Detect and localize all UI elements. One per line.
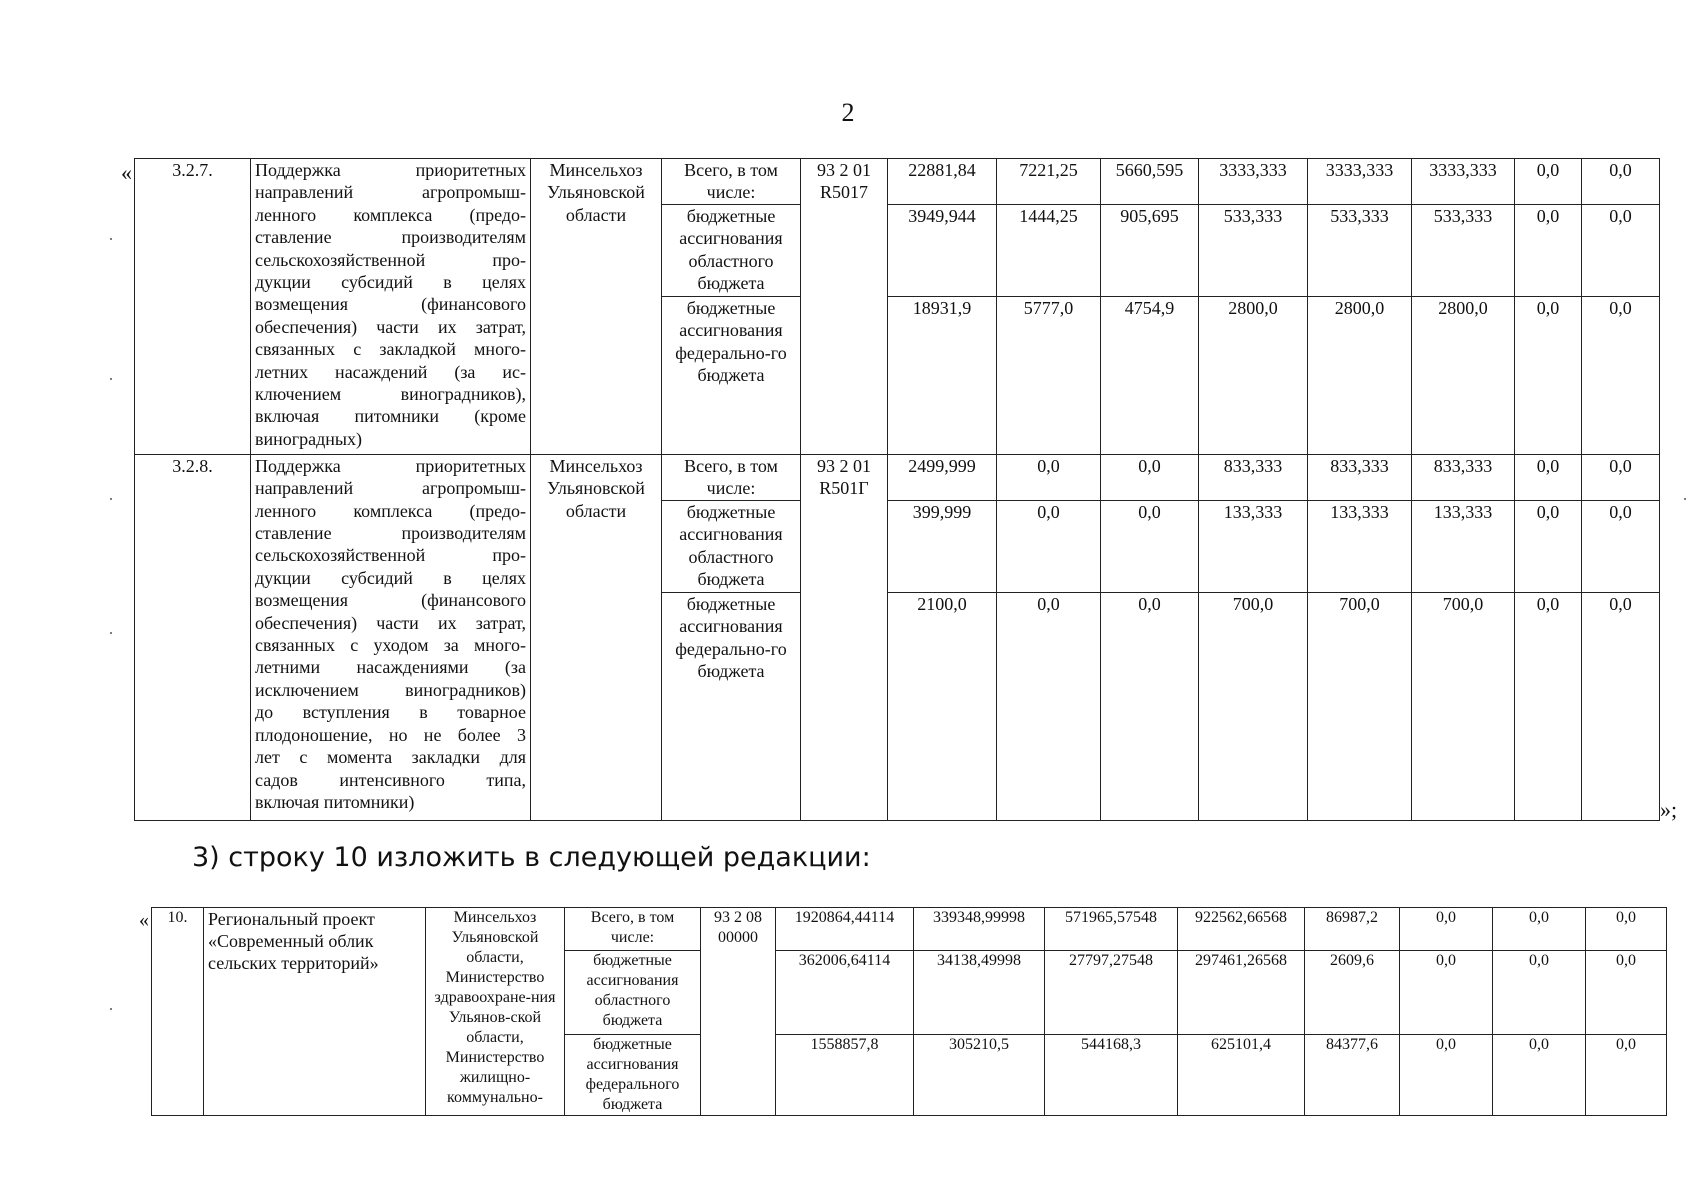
description-line: связанных с уходом за много-	[255, 635, 526, 656]
description-line: плодоношение, но не более 3	[255, 724, 526, 745]
amount-cell: 0,0	[1586, 951, 1667, 1035]
description-line: до вступления в товарное	[255, 702, 526, 723]
description-line: виноградных)	[255, 428, 363, 449]
table-row	[135, 159, 1660, 205]
amount-cell: 0,0	[1493, 951, 1586, 1035]
amount-cell: 700,0	[1308, 592, 1412, 820]
amount-cell: 7221,25	[997, 159, 1101, 205]
description-line: Поддержка приоритетных	[255, 160, 526, 180]
description-line: летних насаждений (за ис-	[255, 361, 526, 382]
amount-cell: 22881,84	[888, 159, 997, 205]
amount-cell: 905,695	[1101, 204, 1199, 296]
amount-cell: 0,0	[1515, 592, 1582, 820]
amount-cell: 18931,9	[888, 296, 997, 454]
scan-speck	[1684, 498, 1686, 500]
description-line: ключением виноградников),	[255, 384, 526, 405]
amount-cell: 0,0	[1515, 204, 1582, 296]
amount-cell: 544168,3	[1045, 1035, 1178, 1116]
amount-cell: 2609,6	[1305, 951, 1400, 1035]
amount-cell: 571965,57548	[1045, 908, 1178, 951]
amount-cell: 362006,64114	[776, 951, 914, 1035]
measure-description	[251, 454, 531, 820]
amount-cell: 833,333	[1199, 454, 1308, 500]
amount-cell: 399,999	[888, 500, 997, 592]
amount-cell: 297461,26568	[1178, 951, 1305, 1035]
description-line: дукции субсидий в целях	[255, 272, 526, 293]
executor: Минсельхоз Ульяновской области, Министерство здравоохране-ния Ульянов-ской области, Министерство жилищно-коммунально-	[426, 908, 565, 1116]
description-line: летними насаждениями (за	[255, 657, 526, 678]
funding-source: Всего, в том числе:	[662, 159, 801, 205]
row-number: 3.2.7.	[135, 159, 251, 455]
amount-cell: 0,0	[1515, 159, 1582, 205]
description-line: возмещения (финансового	[255, 294, 526, 315]
description-line: связанных с закладкой много-	[255, 339, 526, 360]
description-line: сельскохозяйственной про-	[255, 249, 526, 270]
scan-speck	[110, 632, 112, 634]
budget-code: 93 2 01 R501Г	[801, 454, 888, 820]
budget-code: 93 2 01 R5017	[801, 159, 888, 455]
closing-quote: »;	[1660, 797, 1678, 822]
amount-cell: 0,0	[1582, 204, 1660, 296]
amount-cell: 0,0	[1582, 500, 1660, 592]
amount-cell: 700,0	[1412, 592, 1515, 820]
amount-cell: 0,0	[1400, 908, 1493, 951]
amount-cell: 922562,66568	[1178, 908, 1305, 951]
budget-table-row-10	[151, 907, 1667, 1116]
amount-cell: 0,0	[1400, 1035, 1493, 1116]
description-line: садов интенсивного типа,	[255, 769, 526, 790]
amount-cell: 133,333	[1199, 500, 1308, 592]
amount-cell: 0,0	[1101, 454, 1199, 500]
amount-cell: 86987,2	[1305, 908, 1400, 951]
description-line: включая питомники (кроме	[255, 406, 526, 427]
funding-source: Всего, в том числе:	[565, 908, 701, 951]
amount-cell: 0,0	[1582, 592, 1660, 820]
amount-cell: 0,0	[1101, 500, 1199, 592]
funding-source: бюджетные ассигнования областного бюджета	[662, 500, 801, 592]
amount-cell: 0,0	[1515, 454, 1582, 500]
description-line: обеспечения) части их затрат,	[255, 612, 526, 633]
project-description: Региональный проект «Современный облик сельских территорий»	[204, 908, 426, 1116]
amount-cell: 0,0	[997, 500, 1101, 592]
description-line: исключением виноградников)	[255, 679, 526, 700]
row-number: 3.2.8.	[135, 454, 251, 820]
amount-cell: 833,333	[1308, 454, 1412, 500]
funding-source: бюджетные ассигнования областного бюджета	[662, 204, 801, 296]
amount-cell: 0,0	[1515, 500, 1582, 592]
row-number: 10.	[152, 908, 204, 1116]
description-line: направлений агропромыш-	[255, 478, 526, 499]
amount-cell: 1920864,44114	[776, 908, 914, 951]
amount-cell: 0,0	[1493, 1035, 1586, 1116]
description-line: ставление производителям	[255, 523, 526, 544]
description-line: дукции субсидий в целях	[255, 567, 526, 588]
description-line: ставление производителям	[255, 227, 526, 248]
amount-cell: 3333,333	[1308, 159, 1412, 205]
scan-speck	[110, 378, 112, 380]
amount-cell: 625101,4	[1178, 1035, 1305, 1116]
amount-cell: 3333,333	[1412, 159, 1515, 205]
funding-source: бюджетные ассигнования областного бюджета	[565, 951, 701, 1035]
amount-cell: 0,0	[1493, 908, 1586, 951]
amount-cell: 700,0	[1199, 592, 1308, 820]
scan-speck	[110, 1008, 112, 1010]
funding-source: бюджетные ассигнования федерального бюджета	[565, 1035, 701, 1116]
amount-cell: 533,333	[1412, 204, 1515, 296]
executor: Минсельхоз Ульяновской области	[531, 159, 662, 455]
amount-cell: 133,333	[1308, 500, 1412, 592]
amount-cell: 0,0	[1586, 1035, 1667, 1116]
amount-cell: 3949,944	[888, 204, 997, 296]
amount-cell: 133,333	[1412, 500, 1515, 592]
page-number: 2	[841, 98, 855, 127]
funding-source: бюджетные ассигнования федерально-го бюджета	[662, 296, 801, 454]
description-line: сельскохозяйственной про-	[255, 545, 526, 566]
amount-cell: 2800,0	[1308, 296, 1412, 454]
description-line: ленного комплекса (предо-	[255, 204, 526, 225]
amount-cell: 533,333	[1199, 204, 1308, 296]
budget-code: 93 2 08 00000	[701, 908, 776, 1116]
amount-cell: 533,333	[1308, 204, 1412, 296]
amount-cell: 84377,6	[1305, 1035, 1400, 1116]
amount-cell: 2800,0	[1412, 296, 1515, 454]
amount-cell: 5777,0	[997, 296, 1101, 454]
opening-quote: «	[121, 160, 132, 185]
description-line: лет с момента закладки для	[255, 747, 526, 768]
amount-cell: 0,0	[1582, 159, 1660, 205]
description-line: ленного комплекса (предо-	[255, 500, 526, 521]
amount-cell: 833,333	[1412, 454, 1515, 500]
amount-cell: 0,0	[1582, 454, 1660, 500]
executor: Минсельхоз Ульяновской области	[531, 454, 662, 820]
measure-description	[251, 159, 531, 455]
instruction-text: 3) строку 10 изложить в следующей редакции:	[192, 842, 871, 873]
description-line: обеспечения) части их затрат,	[255, 316, 526, 337]
amount-cell: 34138,49998	[914, 951, 1045, 1035]
amount-cell: 0,0	[1400, 951, 1493, 1035]
amount-cell: 1558857,8	[776, 1035, 914, 1116]
description-line: направлений агропромыш-	[255, 182, 526, 203]
amount-cell: 2100,0	[888, 592, 997, 820]
amount-cell: 0,0	[997, 454, 1101, 500]
amount-cell: 0,0	[1586, 908, 1667, 951]
amount-cell: 2499,999	[888, 454, 997, 500]
table-row	[152, 908, 1667, 951]
budget-table-rows-3-2-7-and-3-2-8	[134, 158, 1660, 821]
description-line: возмещения (финансового	[255, 590, 526, 611]
amount-cell: 0,0	[997, 592, 1101, 820]
amount-cell: 3333,333	[1199, 159, 1308, 205]
amount-cell: 0,0	[1582, 296, 1660, 454]
amount-cell: 2800,0	[1199, 296, 1308, 454]
opening-quote-table2: «	[139, 909, 149, 931]
amount-cell: 4754,9	[1101, 296, 1199, 454]
amount-cell: 339348,99998	[914, 908, 1045, 951]
description-line: Поддержка приоритетных	[255, 455, 526, 476]
funding-source: бюджетные ассигнования федерально-го бюджета	[662, 592, 801, 820]
amount-cell: 305210,5	[914, 1035, 1045, 1116]
table-row	[135, 454, 1660, 500]
description-line: включая питомники)	[255, 791, 415, 812]
amount-cell: 1444,25	[997, 204, 1101, 296]
amount-cell: 0,0	[1101, 592, 1199, 820]
amount-cell: 0,0	[1515, 296, 1582, 454]
amount-cell: 27797,27548	[1045, 951, 1178, 1035]
funding-source: Всего, в том числе:	[662, 454, 801, 500]
scan-speck	[110, 238, 112, 240]
amount-cell: 5660,595	[1101, 159, 1199, 205]
scan-speck	[110, 498, 112, 500]
